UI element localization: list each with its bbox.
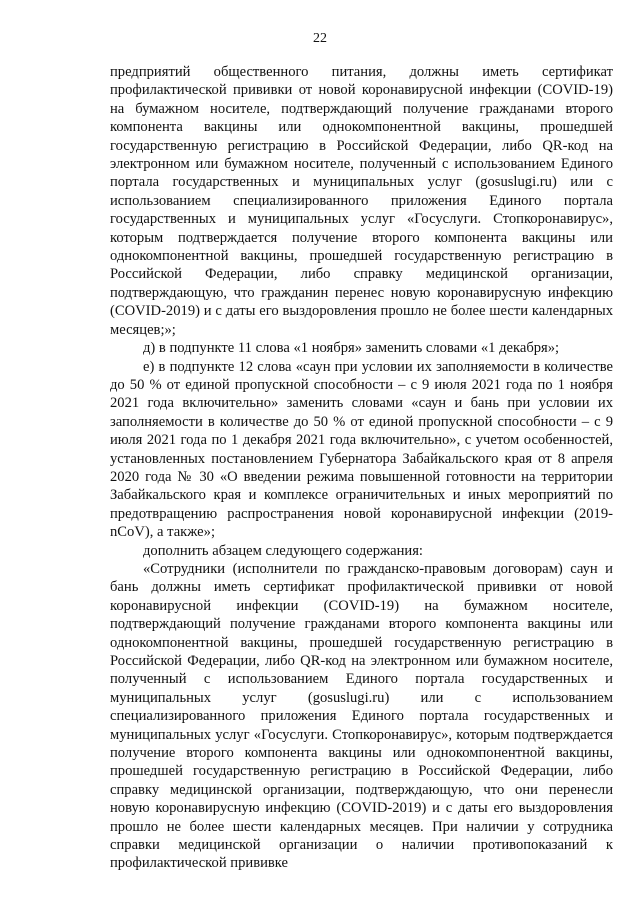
- paragraph-continuation: предприятий общественного питания, должны иметь сертификат профилактической прививки от новой коронавирусной инфекции (COVID-19) на бумажном носителе, подтверждающий получение гражданами второго компонента вакцины или однокомпонентной вакцины, прошедшей государственную регистрацию в Российской Федерации, либо QR-код на электронном или бумажном носителе, полученный с использованием Единого портала государственных и муниципальных услуг (gosuslugi.ru) или с использованием специализированного приложения Единого портала государственных и муниципальных услуг «Госуслуги. Стопкоронавирус», которым подтверждается получение второго компонента вакцины или однокомпонентной вакцины, прошедшей государственную регистрацию в Российской Федерации, либо справку медицинской организации, подтверждающую, что гражданин перенес новую коронавирусную инфекцию (COVID-2019) и с даты его выздоровления прошло не более шести календарных месяцев;»;: [110, 64, 613, 338]
- paragraph-subitem-d: д) в подпункте 11 слова «1 ноября» заменить словами «1 декабря»;: [143, 340, 560, 357]
- document-body: [110, 63, 613, 873]
- page-number: 22: [313, 31, 327, 46]
- paragraph-subitem-e: е) в подпункте 12 слова «саун при условии их заполняемости в количестве до 50 % от единой пропускной способности – с 9 июля 2021 года по 1 ноября 2021 года включительно» заменить словами «саун и бань при условии их заполняемости в количестве до 50 % от единой пропускной способности – с 9 июля 2021 года по 1 декабря 2021 года включительно», с учетом особенностей, установленных постановлением Губернатора Забайкальского края от 8 апреля 2020 года № 30 «О введении режима повышенной готовности на территории Забайкальского края и комплексе ограничительных и иных мероприятий по предотвращению распространения новой коронавирусной инфекции (2019-nCoV), а также»;: [110, 358, 613, 541]
- paragraph-addition-intro: дополнить абзацем следующего содержания:: [143, 542, 423, 559]
- paragraph-new-text: «Сотрудники (исполнители по гражданско-правовым договорам) саун и бань должны иметь сертификат профилактической прививки от новой коронавирусной инфекции (COVID-19) на бумажном носителе, подтверждающий получение гражданами второго компонента вакцины или однокомпонентной вакцины, прошедшей государственную регистрацию в Российской Федерации, либо QR-код на электронном или бумажном носителе, полученный с использованием Единого портала государственных и муниципальных услуг (gosuslugi.ru) или с использованием специализированного приложения Единого портала государственных и муниципальных услуг «Госуслуги. Стопкоронавирус», которым подтверждается получение второго компонента вакцины или однокомпонентной вакцины, прошедшей государственную регистрацию в Российской Федерации, либо справку медицинской организации, подтверждающую, что они перенесли новую коронавирусную инфекцию (COVID-2019) и с даты его выздоровления прошло не более шести календарных месяцев. При наличии у сотрудника справки медицинской организации о наличии противопоказаний к профилактической прививке: [110, 560, 613, 872]
